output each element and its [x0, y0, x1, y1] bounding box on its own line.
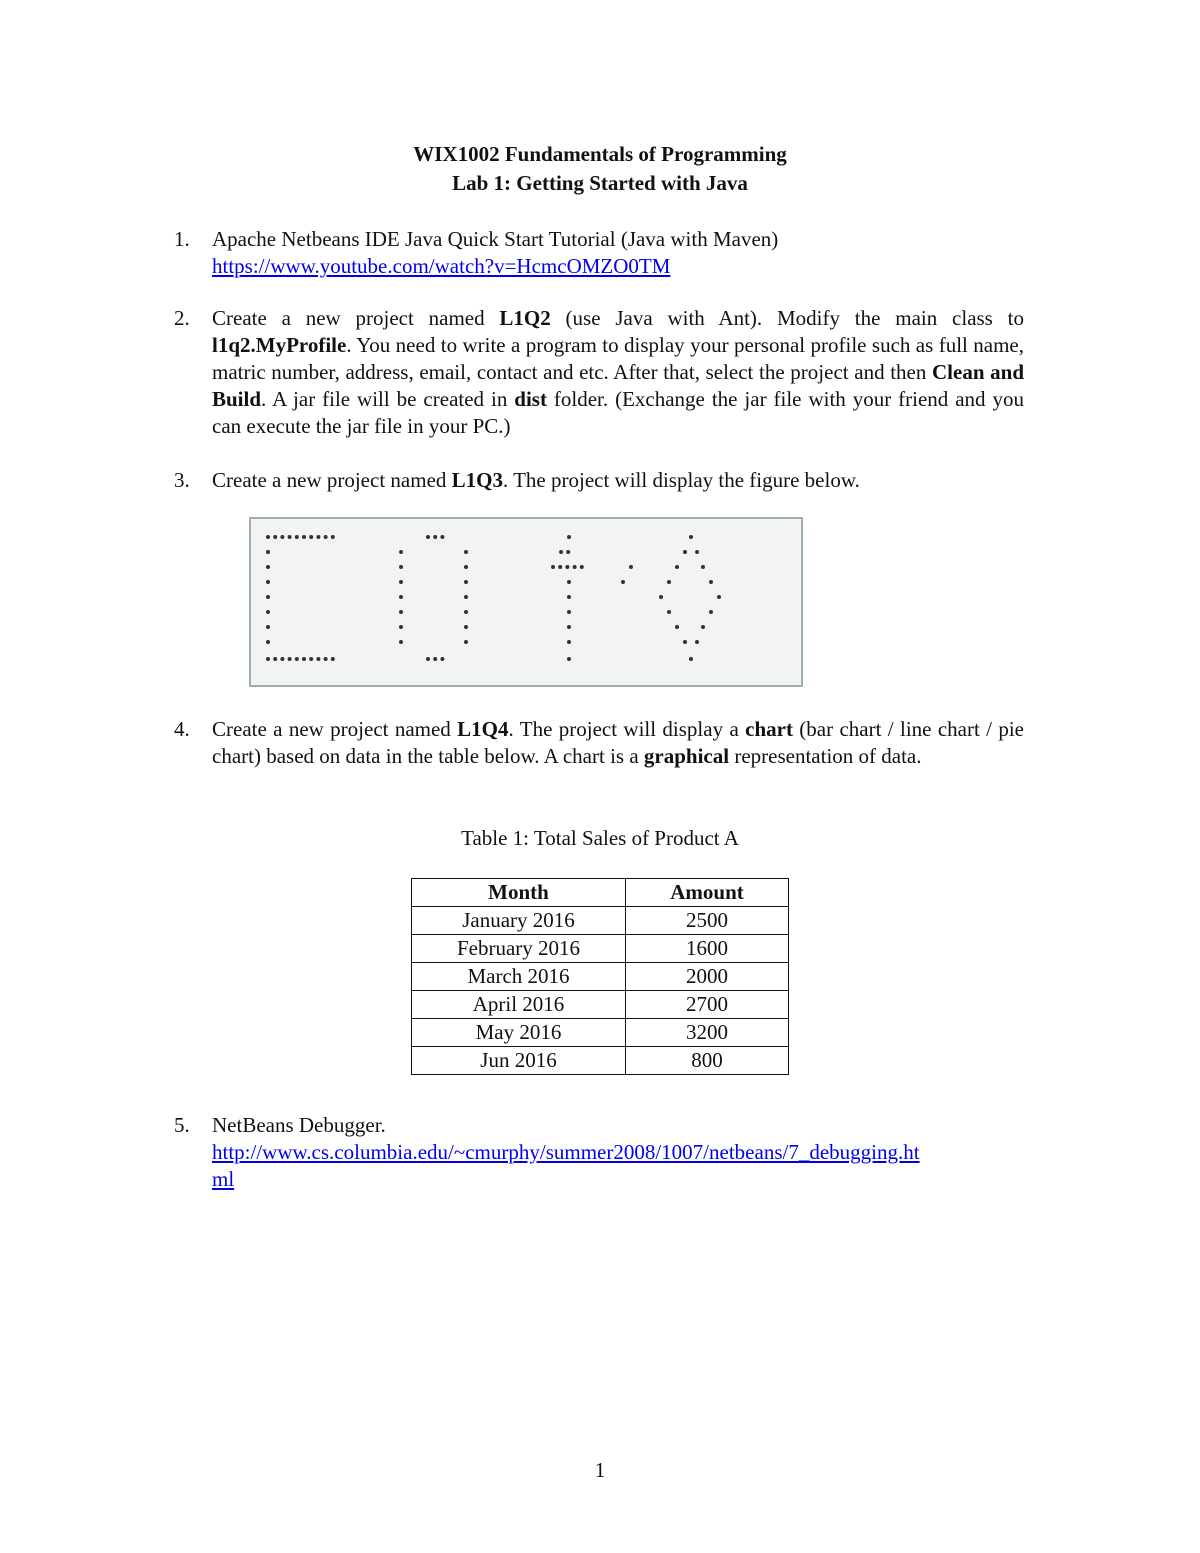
pattern-dot [675, 565, 679, 569]
table-header-row [412, 879, 789, 907]
pattern-dot [464, 610, 468, 614]
item-number: 3. [174, 468, 190, 492]
item-4-text: Create a new project named L1Q4. The project will display a chart (bar chart / line chart / pie chart) based on data in the table below. A chart is a graphical representation of data. [212, 717, 1024, 768]
item-5 [174, 1112, 1024, 1193]
item-3-text: Create a new project named L1Q3. The project will display the figure below. [212, 468, 860, 492]
cell-month: February 2016 [412, 935, 626, 963]
pattern-dot [426, 535, 430, 539]
pattern-dot [701, 565, 705, 569]
pattern-dot [464, 640, 468, 644]
pattern-dot [567, 610, 571, 614]
pattern-dot [266, 640, 270, 644]
pattern-dot [558, 565, 562, 569]
pattern-dot [709, 610, 713, 614]
lab-title: Lab 1: Getting Started with Java [452, 171, 748, 195]
chart-term: chart [745, 717, 793, 741]
column-header-month: Month [412, 879, 626, 907]
pattern-dot [266, 580, 270, 584]
table-row [412, 1047, 789, 1075]
pattern-dot [559, 550, 563, 554]
project-name-l1q4: L1Q4 [457, 717, 509, 741]
item-number: 1. [174, 227, 190, 251]
pattern-dot [667, 580, 671, 584]
table-row [412, 991, 789, 1019]
pattern-dot [302, 535, 306, 539]
pattern-dot [659, 595, 663, 599]
table-row [412, 963, 789, 991]
cell-amount: 800 [626, 1047, 789, 1075]
pattern-dot [464, 580, 468, 584]
cell-month: Jun 2016 [412, 1047, 626, 1075]
pattern-dot [399, 640, 403, 644]
item-1 [174, 226, 1024, 280]
pattern-dot [309, 657, 313, 661]
pattern-dot [331, 535, 335, 539]
pattern-dot [288, 535, 292, 539]
pattern-dot [273, 535, 277, 539]
pattern-dot [717, 595, 721, 599]
pattern-dot [683, 640, 687, 644]
item-number: 2. [174, 306, 190, 330]
debugging-link-line-2[interactable]: ml [212, 1167, 235, 1191]
item-3 [174, 467, 1024, 494]
course-title: WIX1002 Fundamentals of Programming [413, 142, 787, 166]
pattern-dot [565, 565, 569, 569]
table-row [412, 907, 789, 935]
pattern-dot [683, 550, 687, 554]
pattern-dot [433, 535, 437, 539]
pattern-dot [566, 550, 570, 554]
cell-month: March 2016 [412, 963, 626, 991]
pattern-dot [667, 610, 671, 614]
pattern-dot [399, 625, 403, 629]
pattern-dot [280, 535, 284, 539]
pattern-dot [316, 657, 320, 661]
pattern-dot [399, 595, 403, 599]
pattern-dot [266, 625, 270, 629]
pattern-dot [266, 610, 270, 614]
pattern-dot [695, 550, 699, 554]
debugging-link-line-1[interactable]: http://www.cs.columbia.edu/~cmurphy/summer2008/1007/netbeans/7_debugging.ht [212, 1140, 920, 1164]
cell-amount: 1600 [626, 935, 789, 963]
item-4 [174, 716, 1024, 770]
project-name-l1q3: L1Q3 [451, 468, 503, 492]
pattern-dot [302, 657, 306, 661]
pattern-dot [567, 595, 571, 599]
pattern-dot [266, 565, 270, 569]
pattern-dot [266, 535, 270, 539]
pattern-dot [399, 565, 403, 569]
pattern-dot [316, 535, 320, 539]
pattern-dot [273, 657, 277, 661]
dist-folder-term: dist [514, 387, 547, 411]
item-number: 4. [174, 717, 190, 741]
pattern-dot [695, 640, 699, 644]
pattern-dot [266, 657, 270, 661]
page-number: 1 [594, 1458, 606, 1482]
pattern-dot [464, 565, 468, 569]
dot-pattern-figure [249, 517, 803, 687]
table-row [412, 935, 789, 963]
graphical-term: graphical [643, 744, 730, 768]
pattern-dot [675, 625, 679, 629]
pattern-dot [464, 550, 468, 554]
pattern-dot [701, 625, 705, 629]
pattern-dot [689, 535, 693, 539]
pattern-dot [580, 565, 584, 569]
pattern-dot [399, 550, 403, 554]
pattern-dot [288, 657, 292, 661]
pattern-dot [399, 610, 403, 614]
pattern-dot [295, 657, 299, 661]
item-5-text: NetBeans Debugger. [212, 1113, 386, 1137]
pattern-dot [399, 580, 403, 584]
pattern-dot [464, 595, 468, 599]
cell-amount: 2700 [626, 991, 789, 1019]
main-class-name: l1q2.MyProfile [212, 333, 347, 357]
sales-table [411, 878, 789, 1075]
pattern-dot [629, 565, 633, 569]
pattern-dot [440, 657, 444, 661]
pattern-dot [309, 535, 313, 539]
pattern-dot [266, 550, 270, 554]
pattern-dot [689, 657, 693, 661]
cell-amount: 2000 [626, 963, 789, 991]
cell-amount: 3200 [626, 1019, 789, 1047]
pattern-dot [567, 580, 571, 584]
cell-month: April 2016 [412, 991, 626, 1019]
pattern-dot [324, 535, 328, 539]
cell-month: January 2016 [412, 907, 626, 935]
item-number: 5. [174, 1113, 190, 1137]
pattern-dot [280, 657, 284, 661]
youtube-tutorial-link[interactable]: https://www.youtube.com/watch?v=HcmcOMZO0TM [212, 254, 671, 278]
pattern-dot [295, 535, 299, 539]
item-2-text: Create a new project named L1Q2 (use Java with Ant). Modify the main class to l1q2.MyProfile. You need to write a program to display your personal profile such as full name, matric number, address, email, contact and etc. After that, select the project and then Clean and Build. A jar file will be created in dist folder. (Exchange the jar file with your friend and you can execute the jar file in your PC.) [212, 306, 1025, 438]
item-1-text: Apache Netbeans IDE Java Quick Start Tutorial (Java with Maven) [212, 227, 779, 251]
pattern-dot [621, 580, 625, 584]
clean-and-build-term: Clean and Build [212, 360, 1024, 411]
pattern-dot [567, 535, 571, 539]
pattern-dot [551, 565, 555, 569]
pattern-dot [266, 595, 270, 599]
pattern-dot [567, 625, 571, 629]
table-caption: Table 1: Total Sales of Product A [461, 826, 739, 850]
pattern-dot [324, 657, 328, 661]
dot-pattern-canvas [251, 519, 801, 685]
cell-month: May 2016 [412, 1019, 626, 1047]
pattern-dot [426, 657, 430, 661]
pattern-dot [573, 565, 577, 569]
pattern-dot [331, 657, 335, 661]
cell-amount: 2500 [626, 907, 789, 935]
pattern-dot [433, 657, 437, 661]
pattern-dot [440, 535, 444, 539]
pattern-dot [464, 625, 468, 629]
pattern-dot [709, 580, 713, 584]
pattern-dot [567, 657, 571, 661]
pattern-dot [567, 640, 571, 644]
project-name-l1q2: L1Q2 [499, 306, 551, 330]
table-row [412, 1019, 789, 1047]
item-2 [174, 305, 1024, 440]
column-header-amount: Amount [626, 879, 789, 907]
